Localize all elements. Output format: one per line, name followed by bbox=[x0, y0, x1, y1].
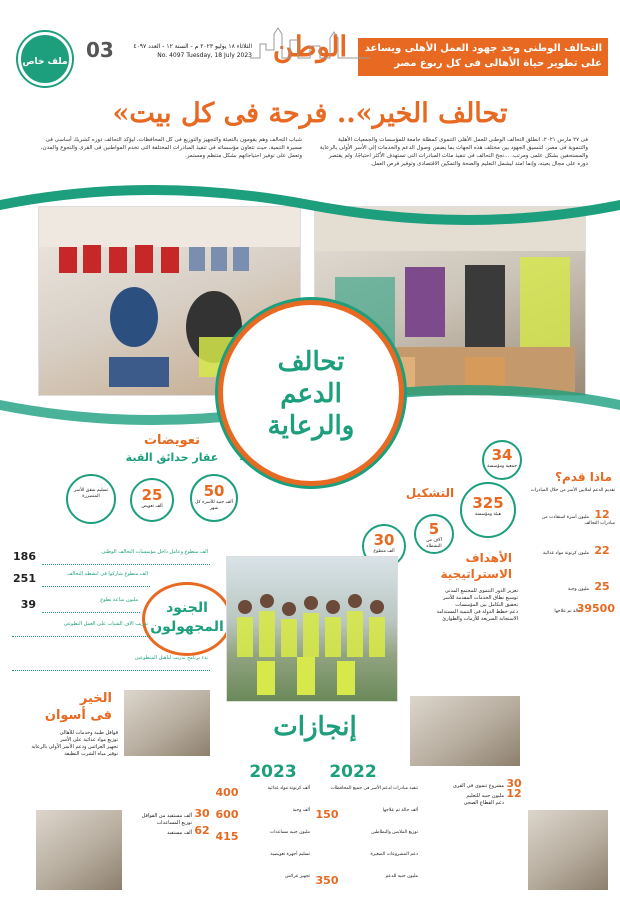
goals-title bbox=[412, 550, 512, 582]
section-badge: ملف خاص bbox=[18, 32, 72, 86]
side-achievement-text: دعم القطاع الصحى bbox=[463, 800, 504, 806]
achievement-item bbox=[214, 830, 310, 852]
formation-value: 30 bbox=[373, 531, 395, 549]
compensation-value: 50 bbox=[203, 482, 225, 500]
achievements-2023-list bbox=[214, 786, 310, 896]
side-achievement bbox=[128, 807, 212, 820]
aswan-item: تجهيز العرائس ودعم الأسر الأولى بالرعاية bbox=[31, 744, 118, 750]
side-achievement-text: مليون جنيه للتعليم bbox=[466, 793, 504, 799]
issue-info bbox=[122, 42, 252, 60]
compensation-label: ألف جنيه للأسرة كل شهر bbox=[195, 500, 233, 511]
heroes-stat bbox=[10, 654, 210, 672]
offered-row bbox=[530, 544, 615, 557]
heroes-stat bbox=[10, 548, 210, 566]
compensation-label: تسليم شقق للأسر المتضررة bbox=[73, 488, 109, 499]
circle-title-line3: والرعاية bbox=[267, 411, 355, 441]
heroes-stat-label: ألف متطوع وعامل داخل مؤسسات التحالف الوطنى bbox=[42, 549, 210, 565]
aswan-list bbox=[22, 730, 118, 800]
achievement-value: 415 bbox=[215, 830, 239, 843]
achievements-photo-far-right bbox=[528, 810, 608, 890]
goal-item: دعم خطط الدولة فى التنمية المستدامة bbox=[436, 609, 518, 615]
aswan-photo bbox=[124, 690, 210, 756]
offered-value: 12 bbox=[594, 508, 610, 521]
heroes-stat-label: بدء برنامج تدريب لتأهيل المتطوعين bbox=[12, 655, 210, 671]
achievement-text: مليون جنيه مساعدات bbox=[270, 830, 310, 835]
issue-date: الثلاثاء ١٨ يوليو ٢٠٢٣ م - السنة ١٢ - العدد ٤٠٩٧ bbox=[133, 43, 252, 50]
achievement-text: مليون جنيه للدعم bbox=[385, 874, 418, 879]
achievements-photo-left bbox=[36, 810, 122, 890]
compensation-stat-1 bbox=[190, 474, 238, 522]
goals-list bbox=[402, 588, 518, 684]
volunteers-group-photo bbox=[226, 556, 398, 702]
achievements-title: إنجازات bbox=[273, 712, 357, 742]
offered-text: مليون أسرة استفادت من مبادرات التحالف bbox=[541, 515, 615, 526]
offered-row bbox=[530, 602, 615, 615]
side-achievement-text: مشروع تنموى فى القرى bbox=[452, 783, 504, 789]
intro-text-left: شباب التحالف وهم يقومون بالتعبئة والتجهيز والتوزيع فى كل المحافظات، ليؤكد التحالف دوره كشريك أساسى فى مسيرة التنمية، حيث تتعاون مؤسساته فى تنفيذ المبادرات المختلفة التى تخدم المواطنين فى القرى والنجوع والمدن، وتعمل على توفير احتياجاتهم بشكل منتظم ومستمر. bbox=[40, 137, 302, 159]
achievement-text: توزيع الملابس والبطاطين bbox=[371, 830, 418, 835]
newspaper-logo: الوطن bbox=[272, 30, 348, 63]
heroes-stat-value: 186 bbox=[13, 550, 36, 563]
compensation-title-line2: عقار حدائق القبة bbox=[125, 451, 219, 464]
achievement-text: تجهيز عرائس bbox=[285, 874, 310, 879]
side-achievement-value: 30 bbox=[506, 777, 522, 790]
compensation-stat-2 bbox=[130, 478, 174, 522]
year-2023: 2023 bbox=[249, 762, 297, 782]
heroes-stat-value: 39 bbox=[20, 598, 36, 611]
aswan-item: توفير مياه الشرب النظيفة bbox=[64, 751, 118, 757]
achievement-value: 400 bbox=[215, 786, 239, 799]
aswan-item: توزيع مواد غذائية على الأسر bbox=[60, 737, 118, 743]
side-achievement-text: ألف مستفيد من القوافل bbox=[141, 813, 192, 819]
achievement-item bbox=[214, 852, 310, 874]
side-achievement bbox=[128, 824, 212, 837]
achievement-item bbox=[314, 808, 418, 830]
achievements-photo-right bbox=[410, 696, 520, 766]
heroes-title bbox=[142, 582, 232, 656]
compensation-stat-3 bbox=[66, 474, 116, 524]
goal-item: تحقيق التكامل بين المؤسسات bbox=[455, 602, 518, 608]
heroes-stat-value: 251 bbox=[13, 572, 36, 585]
heroes-stat-label: ألف متطوع شاركوا فى أنشطة التحالف bbox=[42, 571, 150, 587]
side-achievement-value: 12 bbox=[506, 787, 522, 800]
compensation-title-line1: تعويضات bbox=[143, 433, 200, 448]
goal-item: توسيع نطاق الخدمات المقدمة للأسر bbox=[442, 595, 518, 601]
year-2022: 2022 bbox=[329, 762, 377, 782]
offered-text: مليون كرتونة مواد غذائية bbox=[542, 551, 589, 556]
aswan-title bbox=[22, 690, 112, 724]
side-achievement bbox=[426, 800, 524, 807]
offered-value: 22 bbox=[594, 544, 610, 557]
achievements-2022-list bbox=[314, 786, 418, 896]
intro-text-right: فى ٢٧ مارس ٢٠٢١، انطلق التحالف الوطنى للعمل الأهلى التنموى كمظلة جامعة للمؤسسات والجمعيات الأهلية والتنموية فى مصر، لتنسيق الجهود بين مختلف هذه الجهات بما يضمن وصول الدعم والخدمات إلى الأسر الأولى بالرعاية والمستحقين بشكل علمى ومرتب. ...نجح التحالف فى تنفيذ مئات المبادرات التى تستهدف الأكثر احتياجًا، ولم يقتصر دوره على مجال بعينه، وإنما امتد ليشمل التعليم والصحة والتمكين الاقتصادى وتوفير فرص العمل. bbox=[319, 137, 588, 167]
heroes-title-line1: الجنود bbox=[166, 600, 208, 616]
offered-row bbox=[530, 488, 615, 506]
achievement-value: 600 bbox=[215, 808, 239, 821]
achievement-item bbox=[214, 874, 310, 896]
achievement-text: دعم المشروعات الصغيرة bbox=[370, 852, 418, 857]
achievement-text: ألف كرتونة مواد غذائية bbox=[267, 786, 310, 791]
achievement-item bbox=[314, 830, 418, 852]
side-achievement-value: 30 bbox=[194, 807, 210, 820]
circle-title-line2: الدعم bbox=[280, 379, 342, 409]
offered-value: 39500 bbox=[576, 602, 615, 615]
offered-row bbox=[530, 508, 615, 527]
achievement-item bbox=[314, 852, 418, 874]
aswan-item: قوافل طبية وخدمات للأهالى bbox=[59, 730, 118, 736]
formation-value: 34 bbox=[491, 446, 513, 464]
formation-value: 325 bbox=[472, 494, 504, 512]
formation-label: آلاف من النشطاء bbox=[426, 538, 442, 549]
compensation-label: ألف تعويض bbox=[141, 504, 163, 509]
skyline-icon bbox=[250, 20, 370, 60]
goal-item: الاستجابة السريعة للأزمات والطوارئ bbox=[442, 616, 518, 622]
issue-number: No. 4097 Tuesday, 18 July 2023 bbox=[157, 52, 252, 59]
formation-stat-2 bbox=[460, 482, 516, 538]
achievement-item bbox=[214, 786, 310, 808]
formation-stat-3 bbox=[414, 514, 454, 554]
side-achievement-text: ألف مستفيد bbox=[167, 830, 192, 836]
aswan-title-line2: فى أسوان bbox=[44, 708, 112, 723]
formation-label: جمعية ومؤسسة bbox=[487, 464, 517, 469]
achievement-text: تسليم أجهزة تعويضية bbox=[270, 852, 310, 857]
heroes-title-line2: المجهولون bbox=[150, 619, 224, 635]
achievement-value: 350 bbox=[315, 874, 339, 887]
page-header bbox=[0, 0, 620, 96]
achievement-value: 150 bbox=[315, 808, 339, 821]
offered-row bbox=[530, 580, 615, 593]
achievements-side-right bbox=[426, 777, 524, 807]
heroes-stat-label: تدريب آلاف الشباب على العمل التطوعى bbox=[12, 621, 150, 637]
compensation-value: 25 bbox=[141, 486, 163, 504]
formation-value: 5 bbox=[428, 520, 440, 538]
page-number: 03 bbox=[86, 38, 114, 62]
formation-title: التشكيل bbox=[405, 486, 455, 500]
achievement-item bbox=[314, 874, 418, 896]
side-achievement-text: توزيع المساعدات bbox=[156, 820, 192, 826]
compensation-title bbox=[92, 432, 252, 466]
circle-title bbox=[222, 346, 400, 442]
achievement-text: ألف وجبة bbox=[292, 808, 310, 813]
heroes-stat bbox=[10, 570, 150, 588]
formation-stat-1 bbox=[482, 440, 522, 480]
heroes-stat-label: مليون ساعة تطوع bbox=[42, 597, 140, 613]
aswan-title-line1: الخير bbox=[79, 691, 112, 706]
goals-title-line2: الاستراتيجية bbox=[440, 567, 512, 581]
offered-value: 25 bbox=[594, 580, 610, 593]
achievements-side-left bbox=[128, 807, 212, 837]
group-illustration bbox=[227, 557, 398, 702]
achievement-item bbox=[214, 808, 310, 830]
circle-title-line1: تحالف bbox=[277, 347, 345, 377]
achievement-text: تنفيذ مبادرات لدعم الأسر فى جميع المحافظات bbox=[330, 786, 418, 791]
achievement-text: ألف حالة تم علاجها bbox=[382, 808, 418, 813]
heroes-stat bbox=[10, 596, 140, 614]
achievement-item bbox=[314, 786, 418, 808]
goal-item: تعزيز الدور التنموى للمجتمع المدنى bbox=[444, 588, 518, 594]
goals-title-line1: الأهداف bbox=[465, 551, 512, 565]
offered-text: مليون وجبة bbox=[567, 587, 589, 592]
side-achievement-value: 62 bbox=[194, 824, 210, 837]
offered-text: تقديم الدعم لملايين الأسر من خلال المبادرات bbox=[530, 488, 615, 493]
formation-label: ألف متطوع bbox=[373, 549, 395, 554]
heroes-stat bbox=[10, 620, 150, 638]
offered-text: حالة تم علاجها bbox=[554, 609, 581, 614]
formation-label: هيئة ومؤسسة bbox=[474, 512, 502, 517]
main-title: «تحالف الخير».. فرحة فى كل بيت bbox=[112, 98, 508, 129]
side-achievement bbox=[426, 787, 524, 800]
offered-title: ماذا قدم؟ bbox=[555, 470, 612, 484]
header-banner: التحالف الوطنى وخد جهود العمل الأهلى ويساعد على تطوير حياة الأهالى فى كل ربوع مصر bbox=[358, 38, 608, 76]
